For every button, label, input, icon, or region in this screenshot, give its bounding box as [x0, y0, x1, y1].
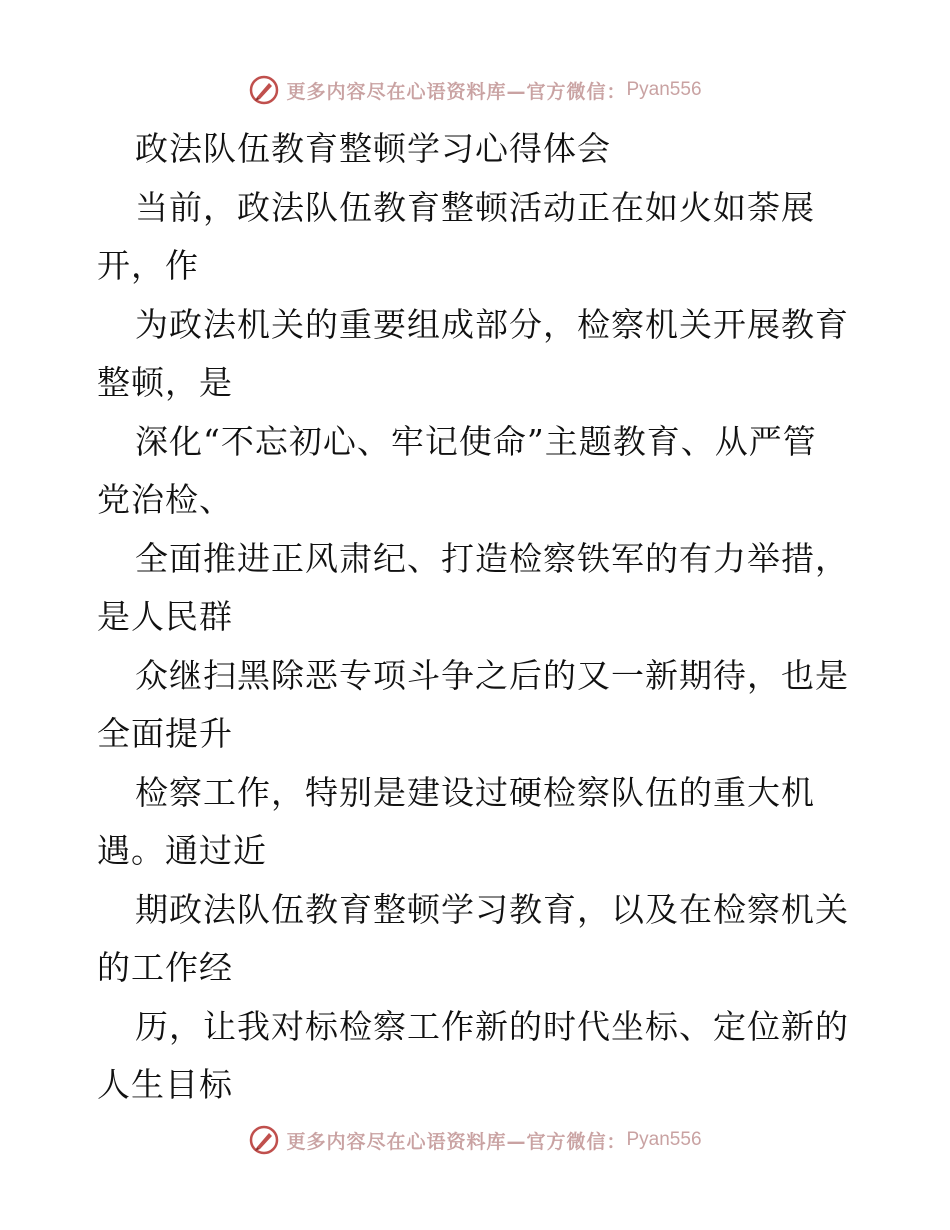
paragraph-line: 的工作经 — [97, 948, 233, 987]
paragraph-line: 全面提升 — [97, 714, 233, 753]
paragraph-line: 全面推进正风肃纪、打造检察铁军的有力举措， — [135, 538, 849, 578]
watermark-text: 更多内容尽在心语资料库—官方微信： — [286, 80, 627, 103]
document-body — [97, 120, 857, 1115]
paragraph-line: 为政法机关的重要组成部分，检察机关开展教育 — [135, 304, 849, 344]
paragraph-line: 人生目标 — [97, 1065, 233, 1104]
watermark-text: 更多内容尽在心语资料库—官方微信： — [286, 1130, 627, 1153]
watermark-handle: Pyan556 — [626, 79, 702, 100]
paragraph-line: 深化“不忘初心、牢记使命”主题教育、从严管 — [135, 421, 817, 461]
paragraph-line: 检察工作，特别是建设过硬检察队伍的重大机 — [135, 772, 815, 812]
paragraph-line: 党治检、 — [97, 480, 233, 519]
paragraph-line: 开，作 — [97, 246, 199, 285]
paragraph-line: 历，让我对标检察工作新的时代坐标、定位新的 — [135, 1006, 849, 1046]
paragraph-line: 当前，政法队伍教育整顿活动正在如火如荼展 — [135, 187, 815, 227]
paragraph-line: 众继扫黑除恶专项斗争之后的又一新期待，也是 — [135, 655, 849, 695]
paragraph-line: 是人民群 — [97, 597, 233, 636]
document-title: 政法队伍教育整顿学习心得体会 — [135, 129, 611, 168]
header-watermark — [0, 70, 950, 110]
watermark-handle: Pyan556 — [626, 1129, 702, 1150]
quill-logo-icon — [248, 1124, 280, 1156]
paragraph-line: 期政法队伍教育整顿学习教育，以及在检察机关 — [135, 889, 849, 929]
paragraph-line: 遇。通过近 — [97, 831, 267, 870]
footer-watermark — [0, 1120, 950, 1160]
quill-logo-icon — [248, 74, 280, 106]
paragraph-line: 整顿，是 — [97, 363, 233, 402]
